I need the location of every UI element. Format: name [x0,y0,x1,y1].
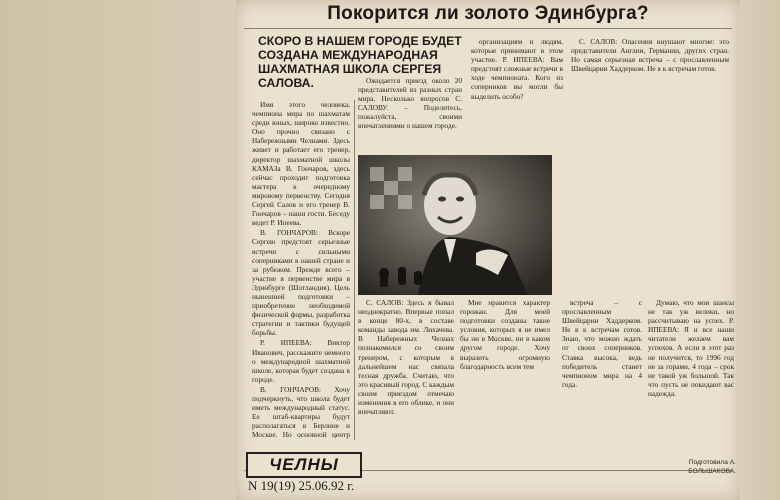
photo-image [358,155,552,295]
newspaper-clipping [236,0,740,500]
article-column-2-bottom [358,298,454,463]
divider [244,28,732,29]
paragraph: встреча – с прославленным Швейцарии Хаддерком. Не в к встречам готов. Знаю, что можно ждать от своих соперников. Ставка высока, ведь победитель станет чемпионом мира на 4 года. [562,298,642,389]
article-column-3-top [471,37,563,155]
article-column-3-bottom [460,298,550,463]
subheadline: СКОРО В НАШЕМ ГОРОДЕ БУДЕТ СОЗДАНА МЕЖДУНАРОДНАЯ ШАХМАТНАЯ ШКОЛА СЕРГЕЯ САЛОВА. [258,34,462,90]
article-column-4-bottom [562,298,642,463]
portrait-photo [358,155,552,295]
paragraph: В. ГОНЧАРОВ: Вскоре Сергею предстоят серьезные встречи с сильными соперниками в нашей стране и за рубежом. Прежде всего – участие в первенстве мира в Эдинбурге (Шотландия). Цель нынешней подготовки – приобретение необходимой физической формы, разработка стратегии и тактики будущей борьбы. [252,228,350,338]
paragraph: Ожидается приезд около 20 представителей из разных стран мира. Несколько вопросов С. САЛОВУ. – Поделитесь, пожалуйста, своими впечатлениями о нашем городе. [358,76,462,131]
paragraph: В. ГОНЧАРОВ: Хочу подчеркнуть, что школа будет иметь международный статус. Ее штаб-квартиры будут располагаться в Берлине и Москве. Но основной центр [252,384,350,440]
article-column-1 [252,100,355,440]
issue-number: N 19(19) 25.06.92 г. [248,478,355,493]
paragraph: Мне нравится характер горожан. Для моей подготовки созданы такие условия, которых я не имел бы ни в Москве, ни в каком другом городе. Хочу выразить огромную благодарность всем тем [460,298,550,371]
paragraph: С. САЛОВ: Опасения внушают многие: это представители Англии, Германии, других стран. Но самая серьезная встреча – с прославленным Швейцарии Хаддерком. Не в к встречам готов. [571,37,729,74]
headline: Покорится ли золото Эдинбурга? [327,3,649,24]
paragraph: Думаю, что мои шансы не так уж велики, но рассчитываю на успех. Р. ИПЕЕВА: Я и все наши читатели желаем вам успехов. А если в этот раз не получится, то 1996 год не за горами, 4 года – срок не такой уж большой. Так что пусть не покидают вас надежда. [648,298,734,398]
byline: Подготовила А. БОЛЬШАКОВА. [688,459,736,475]
article-column-4-top [571,37,729,155]
article-column-2-top [358,76,462,154]
paragraph: Р. ИПЕЕВА: Виктор Иванович, расскажите немного о международной шахматной школе, которая будет создана в городе. [252,338,350,384]
background-left [0,0,236,500]
paragraph: С. САЛОВ: Здесь я бывал неоднократно. Впервые попал в конце 80-х, в составе команды завода им. Лихачева. В Набережных Челнах познакомился со своим тренером, с которым в дальнейшем нас связала тесная дружба. Считаю, что это красивый город. С каждым своим приездом отмечаю изменения в его облике, и они впечатляют. [358,298,454,417]
paragraph: Имя этого человека, чемпиона мира по шахматам среди юных, широко известно. Оно прочно связано с Набережными Челнами. Здесь живет и работает его тренер, директор шахматной школы КАМАЗа В. Гончаров, здесь сейчас проходит подготовка мастера к очередному мировому первенству. Сегодня Сергей Салов и его тренер В. Гончаров – наши гости. Беседу ведет Р. Ипеева. [252,100,350,228]
newspaper-logo: ЧЕЛНЫ [246,452,362,478]
background-right [740,0,780,500]
paragraph: организациям и людям, которые принимают в этом участие. Р. ИПЕЕВА: Вам предстоят сложные встречи в ходе чемпионата. Кого из соперников вы могли бы выделить особо? [471,37,563,101]
